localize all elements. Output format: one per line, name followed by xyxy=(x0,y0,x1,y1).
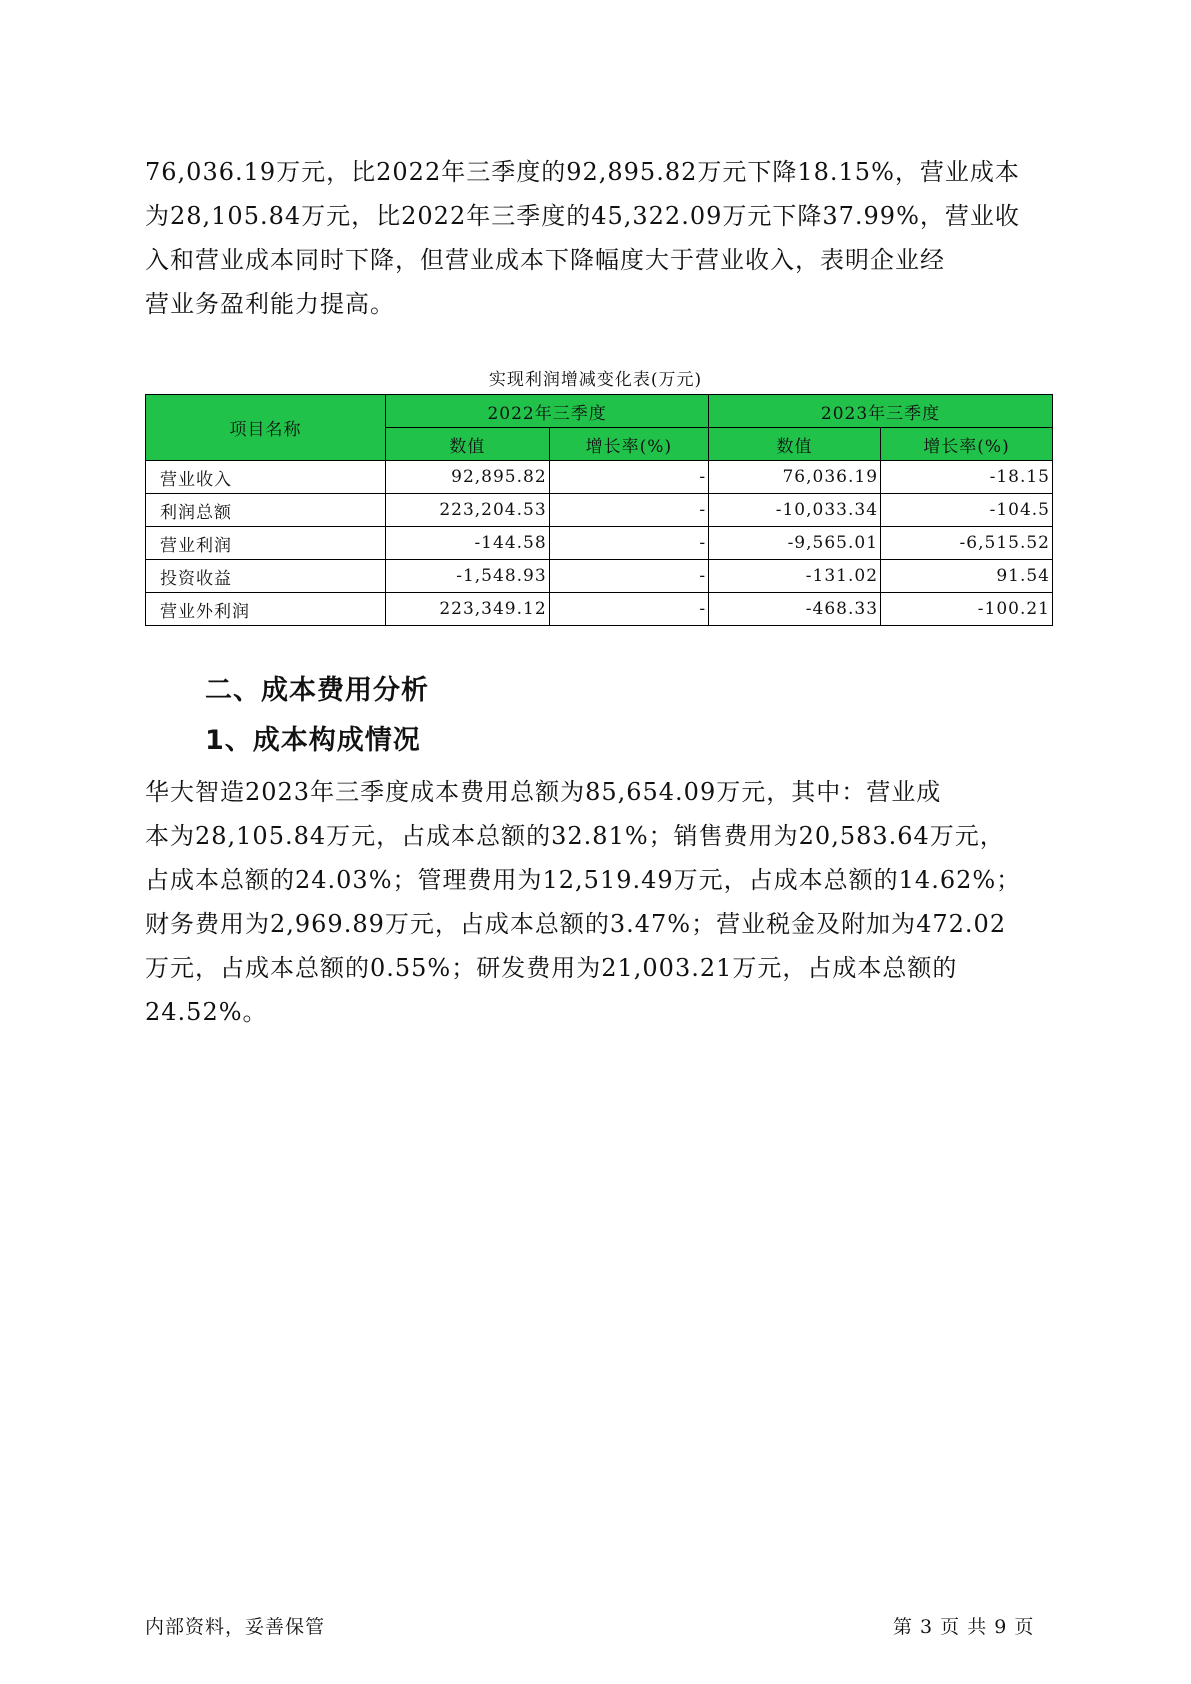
header-period-2023: 2023年三季度 xyxy=(709,395,1053,428)
header-growth-2023: 增长率(%) xyxy=(881,428,1053,461)
header-growth-2022: 增长率(%) xyxy=(549,428,708,461)
value-2023: -468.33 xyxy=(709,593,881,626)
table-caption: 实现利润增减变化表(万元) xyxy=(488,370,703,390)
row-name: 营业利润 xyxy=(146,527,386,560)
intro-line: 入和营业成本同时下降，但营业成本下降幅度大于营业收入，表明企业经 xyxy=(145,246,945,274)
header-period-2022: 2022年三季度 xyxy=(386,395,709,428)
cost-paragraph xyxy=(145,770,1065,1034)
profit-change-table xyxy=(145,394,1053,626)
growth-2022: - xyxy=(549,593,708,626)
cost-line: 财务费用为2,969.89万元，占成本总额的3.47%；营业税金及附加为472.02 xyxy=(145,910,1007,938)
growth-2023: -104.5 xyxy=(881,494,1053,527)
table-row xyxy=(146,527,1053,560)
footer-page-number: 第 3 页 共 9 页 xyxy=(893,1616,1035,1638)
row-name: 利润总额 xyxy=(146,494,386,527)
header-item-name: 项目名称 xyxy=(146,395,386,461)
row-name: 投资收益 xyxy=(146,560,386,593)
intro-paragraph xyxy=(145,150,1065,326)
footer-confidential-note: 内部资料，妥善保管 xyxy=(145,1616,326,1638)
cost-line: 本为28,105.84万元，占成本总额的32.81%；销售费用为20,583.64万元， xyxy=(145,822,1005,850)
table-row xyxy=(146,494,1053,527)
growth-2022: - xyxy=(549,494,708,527)
intro-line: 营业务盈利能力提高。 xyxy=(145,290,395,318)
value-2023: -10,033.34 xyxy=(709,494,881,527)
subsection-heading: 1、成本构成情况 xyxy=(205,725,421,756)
value-2023: -131.02 xyxy=(709,560,881,593)
value-2022: 92,895.82 xyxy=(386,461,550,494)
intro-line: 为28,105.84万元，比2022年三季度的45,322.09万元下降37.99%，营业收 xyxy=(145,202,1020,230)
section-heading: 二、成本费用分析 xyxy=(205,675,429,706)
table-row xyxy=(146,593,1053,626)
value-2023: -9,565.01 xyxy=(709,527,881,560)
cost-line: 华大智造2023年三季度成本费用总额为85,654.09万元，其中：营业成 xyxy=(145,778,942,806)
table-row xyxy=(146,560,1053,593)
cost-line: 占成本总额的24.03%；管理费用为12,519.49万元，占成本总额的14.62%； xyxy=(145,866,1022,894)
growth-2023: -6,515.52 xyxy=(881,527,1053,560)
table-row xyxy=(146,461,1053,494)
value-2023: 76,036.19 xyxy=(709,461,881,494)
header-value-2023: 数值 xyxy=(709,428,881,461)
row-name: 营业外利润 xyxy=(146,593,386,626)
growth-2023: -100.21 xyxy=(881,593,1053,626)
value-2022: -144.58 xyxy=(386,527,550,560)
growth-2023: 91.54 xyxy=(881,560,1053,593)
growth-2022: - xyxy=(549,461,708,494)
value-2022: -1,548.93 xyxy=(386,560,550,593)
row-name: 营业收入 xyxy=(146,461,386,494)
growth-2022: - xyxy=(549,527,708,560)
intro-line: 76,036.19万元，比2022年三季度的92,895.82万元下降18.15%，营业成本 xyxy=(145,158,1020,186)
growth-2022: - xyxy=(549,560,708,593)
value-2022: 223,349.12 xyxy=(386,593,550,626)
value-2022: 223,204.53 xyxy=(386,494,550,527)
growth-2023: -18.15 xyxy=(881,461,1053,494)
header-value-2022: 数值 xyxy=(386,428,550,461)
cost-line: 24.52%。 xyxy=(145,998,268,1026)
cost-line: 万元，占成本总额的0.55%；研发费用为21,003.21万元，占成本总额的 xyxy=(145,954,958,982)
